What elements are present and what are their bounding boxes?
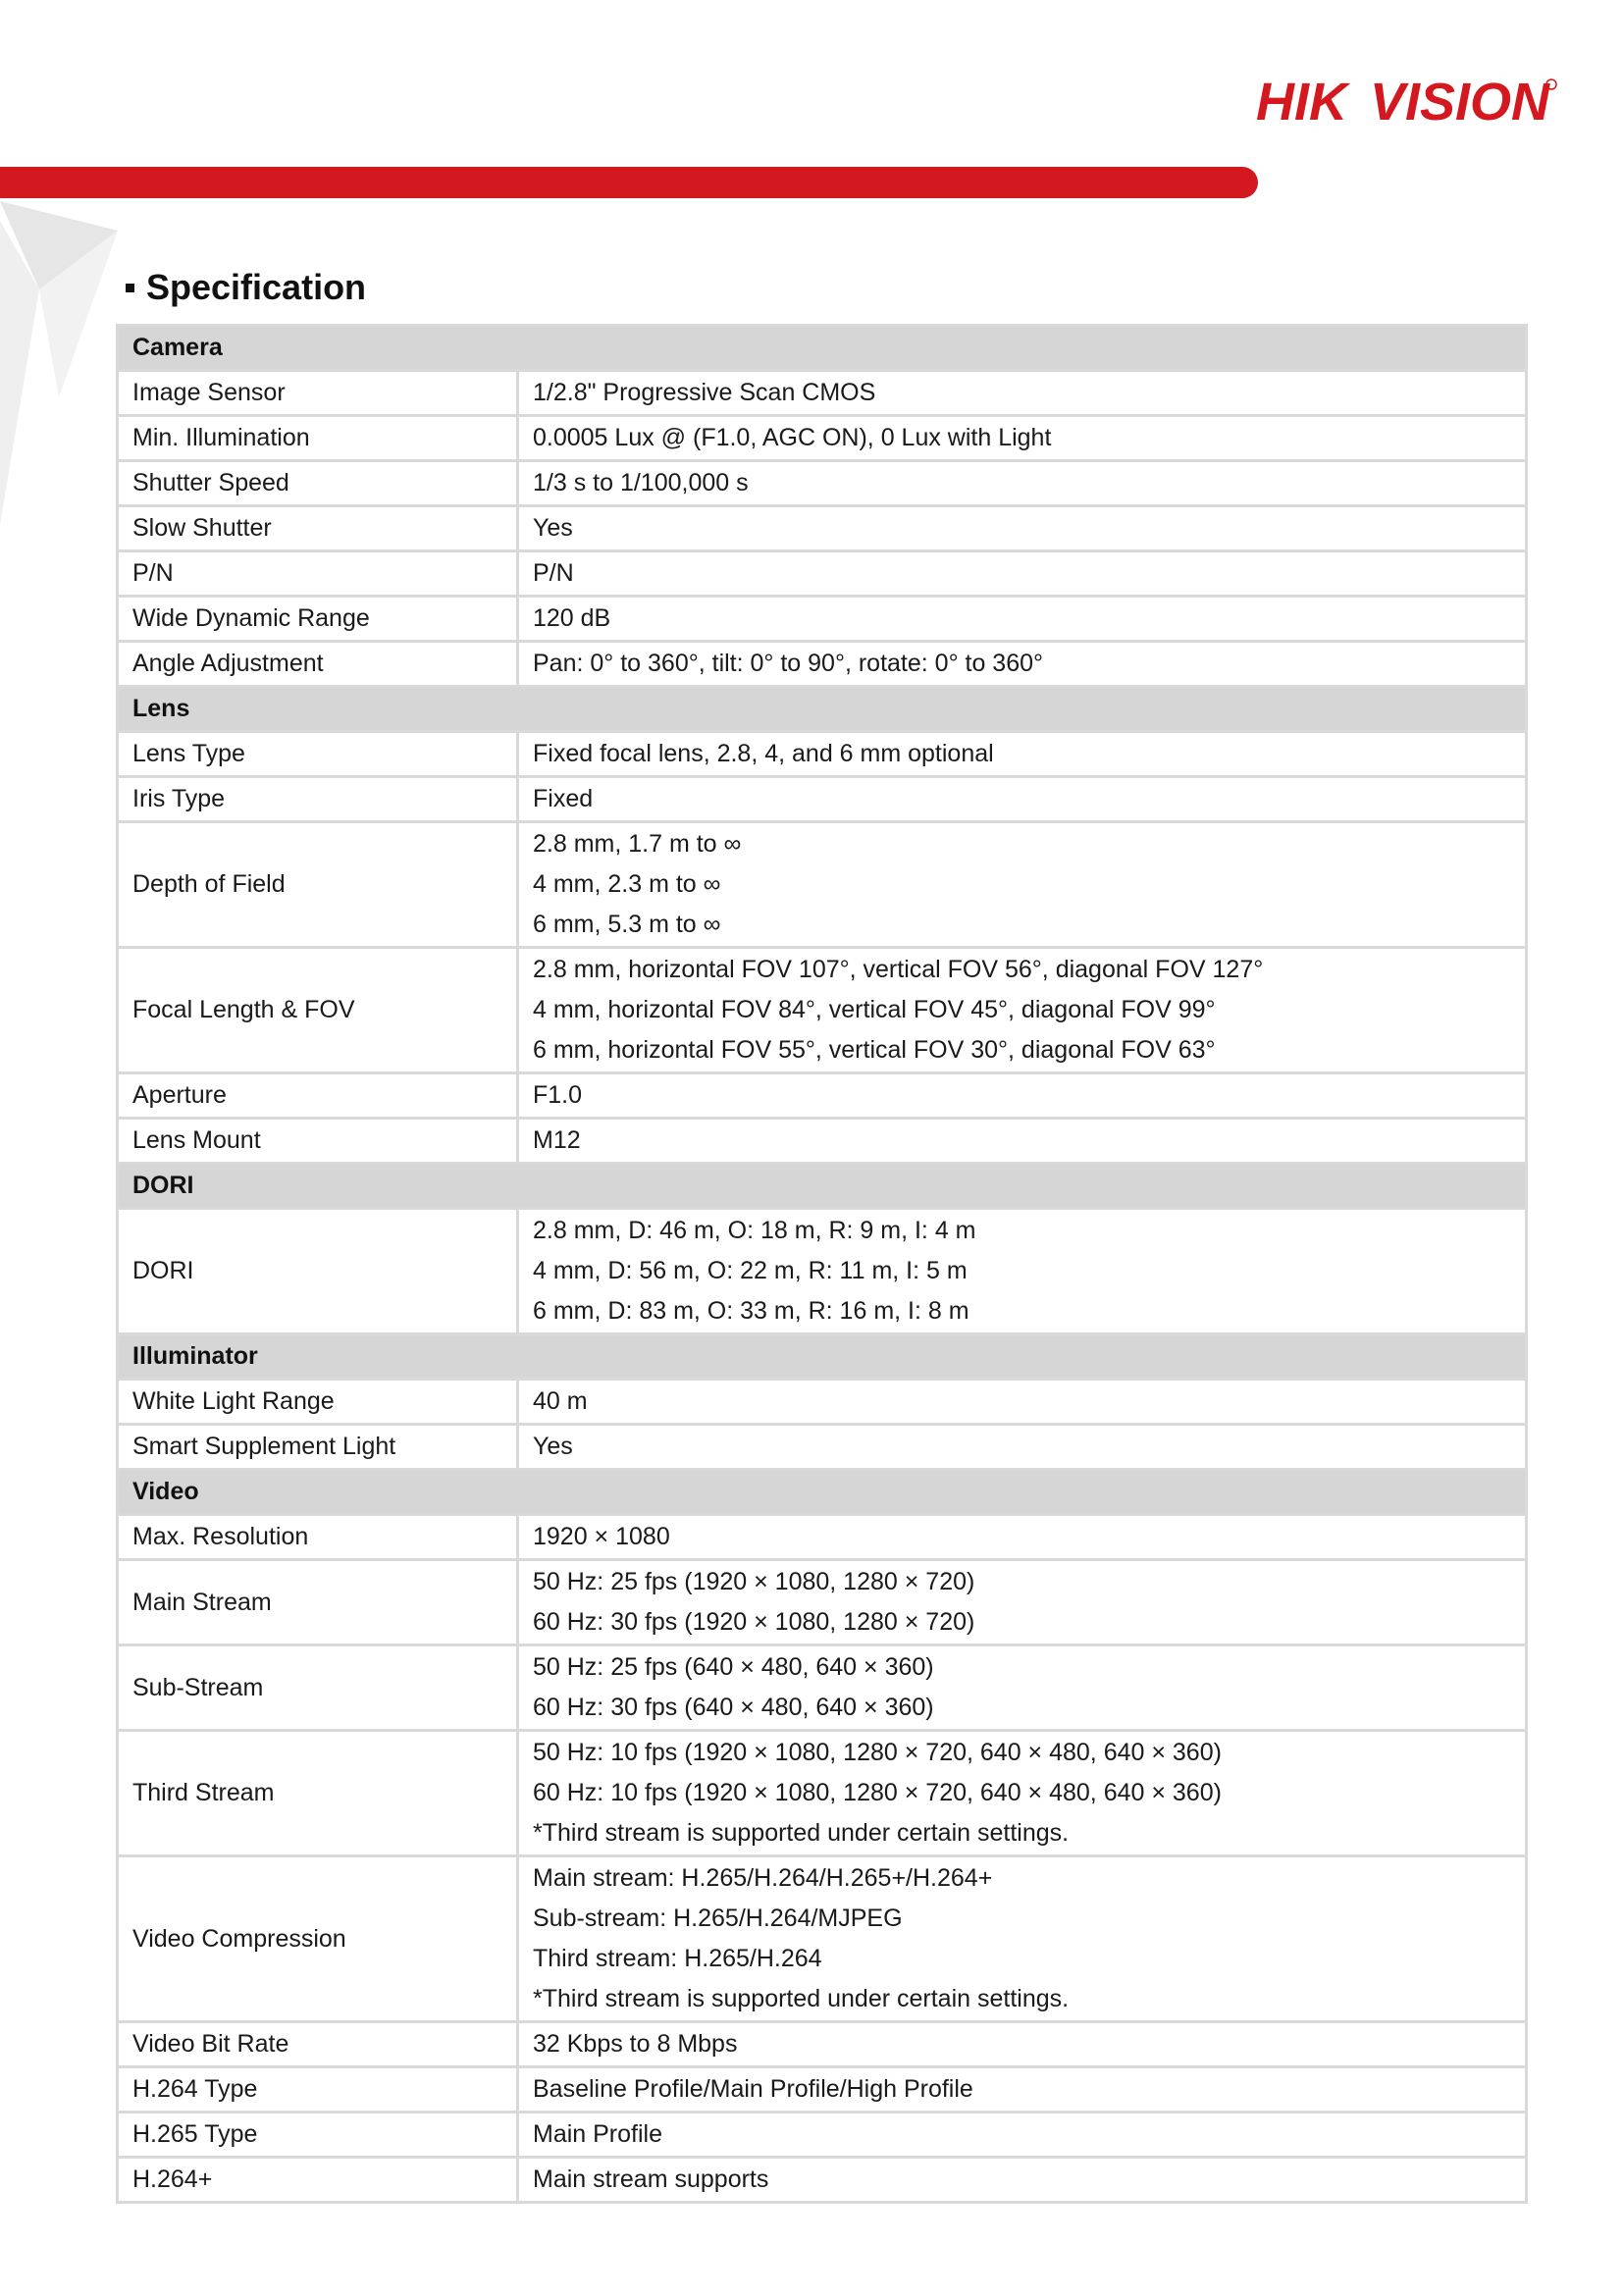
spec-value: 120 dB (533, 604, 611, 632)
table-row (118, 551, 1527, 597)
table-row (118, 1380, 1527, 1425)
spec-value: Third stream: H.265/H.264 (533, 1945, 822, 1972)
spec-value: 0.0005 Lux @ (F1.0, AGC ON), 0 Lux with Light (533, 424, 1052, 451)
spec-value: Fixed (533, 785, 594, 812)
spec-label: Lens Mount (118, 1119, 518, 1164)
spec-label: Lens Type (118, 732, 518, 777)
table-row (118, 642, 1527, 687)
spec-label: Focal Length & FOV (118, 948, 518, 1073)
section-title: Video (118, 1470, 1527, 1515)
spec-value: Fixed focal lens, 2.8, 4, and 6 mm optional (533, 740, 994, 767)
spec-value-cell (518, 461, 1527, 506)
svg-text:VISION: VISION (1370, 73, 1550, 131)
spec-value-cell (518, 416, 1527, 461)
spec-value: 4 mm, horizontal FOV 84°, vertical FOV 45°, diagonal FOV 99° (533, 996, 1216, 1023)
spec-value: 60 Hz: 30 fps (1920 × 1080, 1280 × 720) (533, 1608, 975, 1636)
spec-value-cell (518, 1425, 1527, 1470)
spec-value-cell (518, 1560, 1527, 1645)
spec-label: Main Stream (118, 1560, 518, 1645)
table-row (118, 1856, 1527, 2022)
spec-value: *Third stream is supported under certain settings. (533, 1819, 1070, 1847)
table-row (118, 1731, 1527, 1856)
spec-label: Sub-Stream (118, 1645, 518, 1731)
spec-value: 2.8 mm, horizontal FOV 107°, vertical FOV 56°, diagonal FOV 127° (533, 956, 1264, 983)
spec-value-cell (518, 642, 1527, 687)
spec-value: 6 mm, 5.3 m to ∞ (533, 911, 721, 938)
spec-value-cell (518, 1856, 1527, 2022)
spec-label: Max. Resolution (118, 1515, 518, 1560)
spec-value: 60 Hz: 10 fps (1920 × 1080, 1280 × 720, 640 × 480, 640 × 360) (533, 1779, 1222, 1806)
spec-label: Third Stream (118, 1731, 518, 1856)
spec-value-cell (518, 597, 1527, 642)
table-row (118, 822, 1527, 948)
spec-value-cell (518, 2067, 1527, 2113)
spec-value-cell (518, 1073, 1527, 1119)
section-header-row (118, 1334, 1527, 1380)
spec-value-cell (518, 777, 1527, 822)
section-title: Camera (118, 326, 1527, 371)
spec-value-cell (518, 1119, 1527, 1164)
spec-value: Main stream: H.265/H.264/H.265+/H.264+ (533, 1864, 993, 1892)
spec-label: Video Bit Rate (118, 2022, 518, 2067)
spec-value: 6 mm, D: 83 m, O: 33 m, R: 16 m, I: 8 m (533, 1297, 969, 1325)
spec-value: M12 (533, 1126, 581, 1154)
spec-value: 1/2.8" Progressive Scan CMOS (533, 379, 876, 406)
table-row (118, 506, 1527, 551)
spec-value: P/N (533, 559, 574, 587)
table-row (118, 2022, 1527, 2067)
table-row (118, 1560, 1527, 1645)
spec-value: *Third stream is supported under certain settings. (533, 1985, 1070, 2012)
spec-value-cell (518, 948, 1527, 1073)
spec-label: H.265 Type (118, 2113, 518, 2158)
spec-value-cell (518, 1645, 1527, 1731)
spec-value-cell (518, 732, 1527, 777)
table-row (118, 1119, 1527, 1164)
spec-label: Shutter Speed (118, 461, 518, 506)
table-row (118, 2158, 1527, 2203)
spec-label: Min. Illumination (118, 416, 518, 461)
section-header-row (118, 326, 1527, 371)
svg-text:HIK: HIK (1256, 73, 1347, 131)
spec-label: Smart Supplement Light (118, 1425, 518, 1470)
section-header-row (118, 1164, 1527, 1209)
spec-value: 50 Hz: 25 fps (1920 × 1080, 1280 × 720) (533, 1568, 975, 1595)
page-title-text: Specification (146, 267, 367, 307)
table-row (118, 1425, 1527, 1470)
hikvision-logo (1254, 69, 1558, 137)
spec-label: Aperture (118, 1073, 518, 1119)
spec-label: Video Compression (118, 1856, 518, 2022)
spec-value: Yes (533, 1433, 573, 1460)
page-title (126, 267, 366, 308)
header-red-bar (0, 167, 1258, 198)
spec-value-cell (518, 2113, 1527, 2158)
spec-value: Main stream supports (533, 2166, 769, 2193)
spec-label: White Light Range (118, 1380, 518, 1425)
spec-value: 40 m (533, 1387, 588, 1415)
spec-value: 6 mm, horizontal FOV 55°, vertical FOV 30°, diagonal FOV 63° (533, 1036, 1216, 1064)
spec-value-cell (518, 1209, 1527, 1334)
spec-value-cell (518, 1731, 1527, 1856)
spec-value: 32 Kbps to 8 Mbps (533, 2030, 738, 2058)
section-title: DORI (118, 1164, 1527, 1209)
section-header-row (118, 1470, 1527, 1515)
spec-value: Baseline Profile/Main Profile/High Profile (533, 2075, 973, 2103)
table-row (118, 1645, 1527, 1731)
section-header-row (118, 687, 1527, 732)
spec-label: Angle Adjustment (118, 642, 518, 687)
table-row (118, 732, 1527, 777)
table-row (118, 777, 1527, 822)
heading-bullet-icon (126, 284, 134, 292)
spec-value-cell (518, 1380, 1527, 1425)
spec-label: Image Sensor (118, 371, 518, 416)
spec-value: Sub-stream: H.265/H.264/MJPEG (533, 1905, 903, 1932)
table-row (118, 1515, 1527, 1560)
spec-label: Depth of Field (118, 822, 518, 948)
spec-value: Yes (533, 514, 573, 542)
spec-value-cell (518, 2022, 1527, 2067)
table-row (118, 461, 1527, 506)
spec-label: P/N (118, 551, 518, 597)
spec-value-cell (518, 822, 1527, 948)
table-row (118, 1209, 1527, 1334)
spec-label: Iris Type (118, 777, 518, 822)
spec-value-cell (518, 506, 1527, 551)
spec-value-cell (518, 2158, 1527, 2203)
spec-label: H.264 Type (118, 2067, 518, 2113)
spec-label: Slow Shutter (118, 506, 518, 551)
spec-label: H.264+ (118, 2158, 518, 2203)
spec-value: F1.0 (533, 1081, 583, 1109)
spec-value: 60 Hz: 30 fps (640 × 480, 640 × 360) (533, 1694, 934, 1721)
table-row (118, 416, 1527, 461)
spec-value: 2.8 mm, D: 46 m, O: 18 m, R: 9 m, I: 4 m (533, 1217, 976, 1244)
spec-value-cell (518, 551, 1527, 597)
spec-value: 1920 × 1080 (533, 1523, 670, 1550)
spec-value: 50 Hz: 10 fps (1920 × 1080, 1280 × 720, 640 × 480, 640 × 360) (533, 1739, 1222, 1766)
spec-value: 4 mm, D: 56 m, O: 22 m, R: 11 m, I: 5 m (533, 1257, 968, 1284)
spec-label: DORI (118, 1209, 518, 1334)
spec-value: 50 Hz: 25 fps (640 × 480, 640 × 360) (533, 1653, 934, 1681)
spec-value: Pan: 0° to 360°, tilt: 0° to 90°, rotate: 0° to 360° (533, 650, 1044, 677)
spec-value-cell (518, 1515, 1527, 1560)
watermark-star-graphic (0, 201, 128, 525)
spec-label: Wide Dynamic Range (118, 597, 518, 642)
table-row (118, 948, 1527, 1073)
section-title: Lens (118, 687, 1527, 732)
table-row (118, 2113, 1527, 2158)
table-row (118, 2067, 1527, 2113)
table-row (118, 597, 1527, 642)
spec-value: 1/3 s to 1/100,000 s (533, 469, 749, 496)
table-row (118, 371, 1527, 416)
spec-value: 2.8 mm, 1.7 m to ∞ (533, 830, 742, 858)
spec-value: Main Profile (533, 2120, 662, 2148)
spec-value-cell (518, 371, 1527, 416)
table-row (118, 1073, 1527, 1119)
section-title: Illuminator (118, 1334, 1527, 1380)
spec-table (116, 324, 1528, 2204)
spec-value: 4 mm, 2.3 m to ∞ (533, 870, 721, 898)
